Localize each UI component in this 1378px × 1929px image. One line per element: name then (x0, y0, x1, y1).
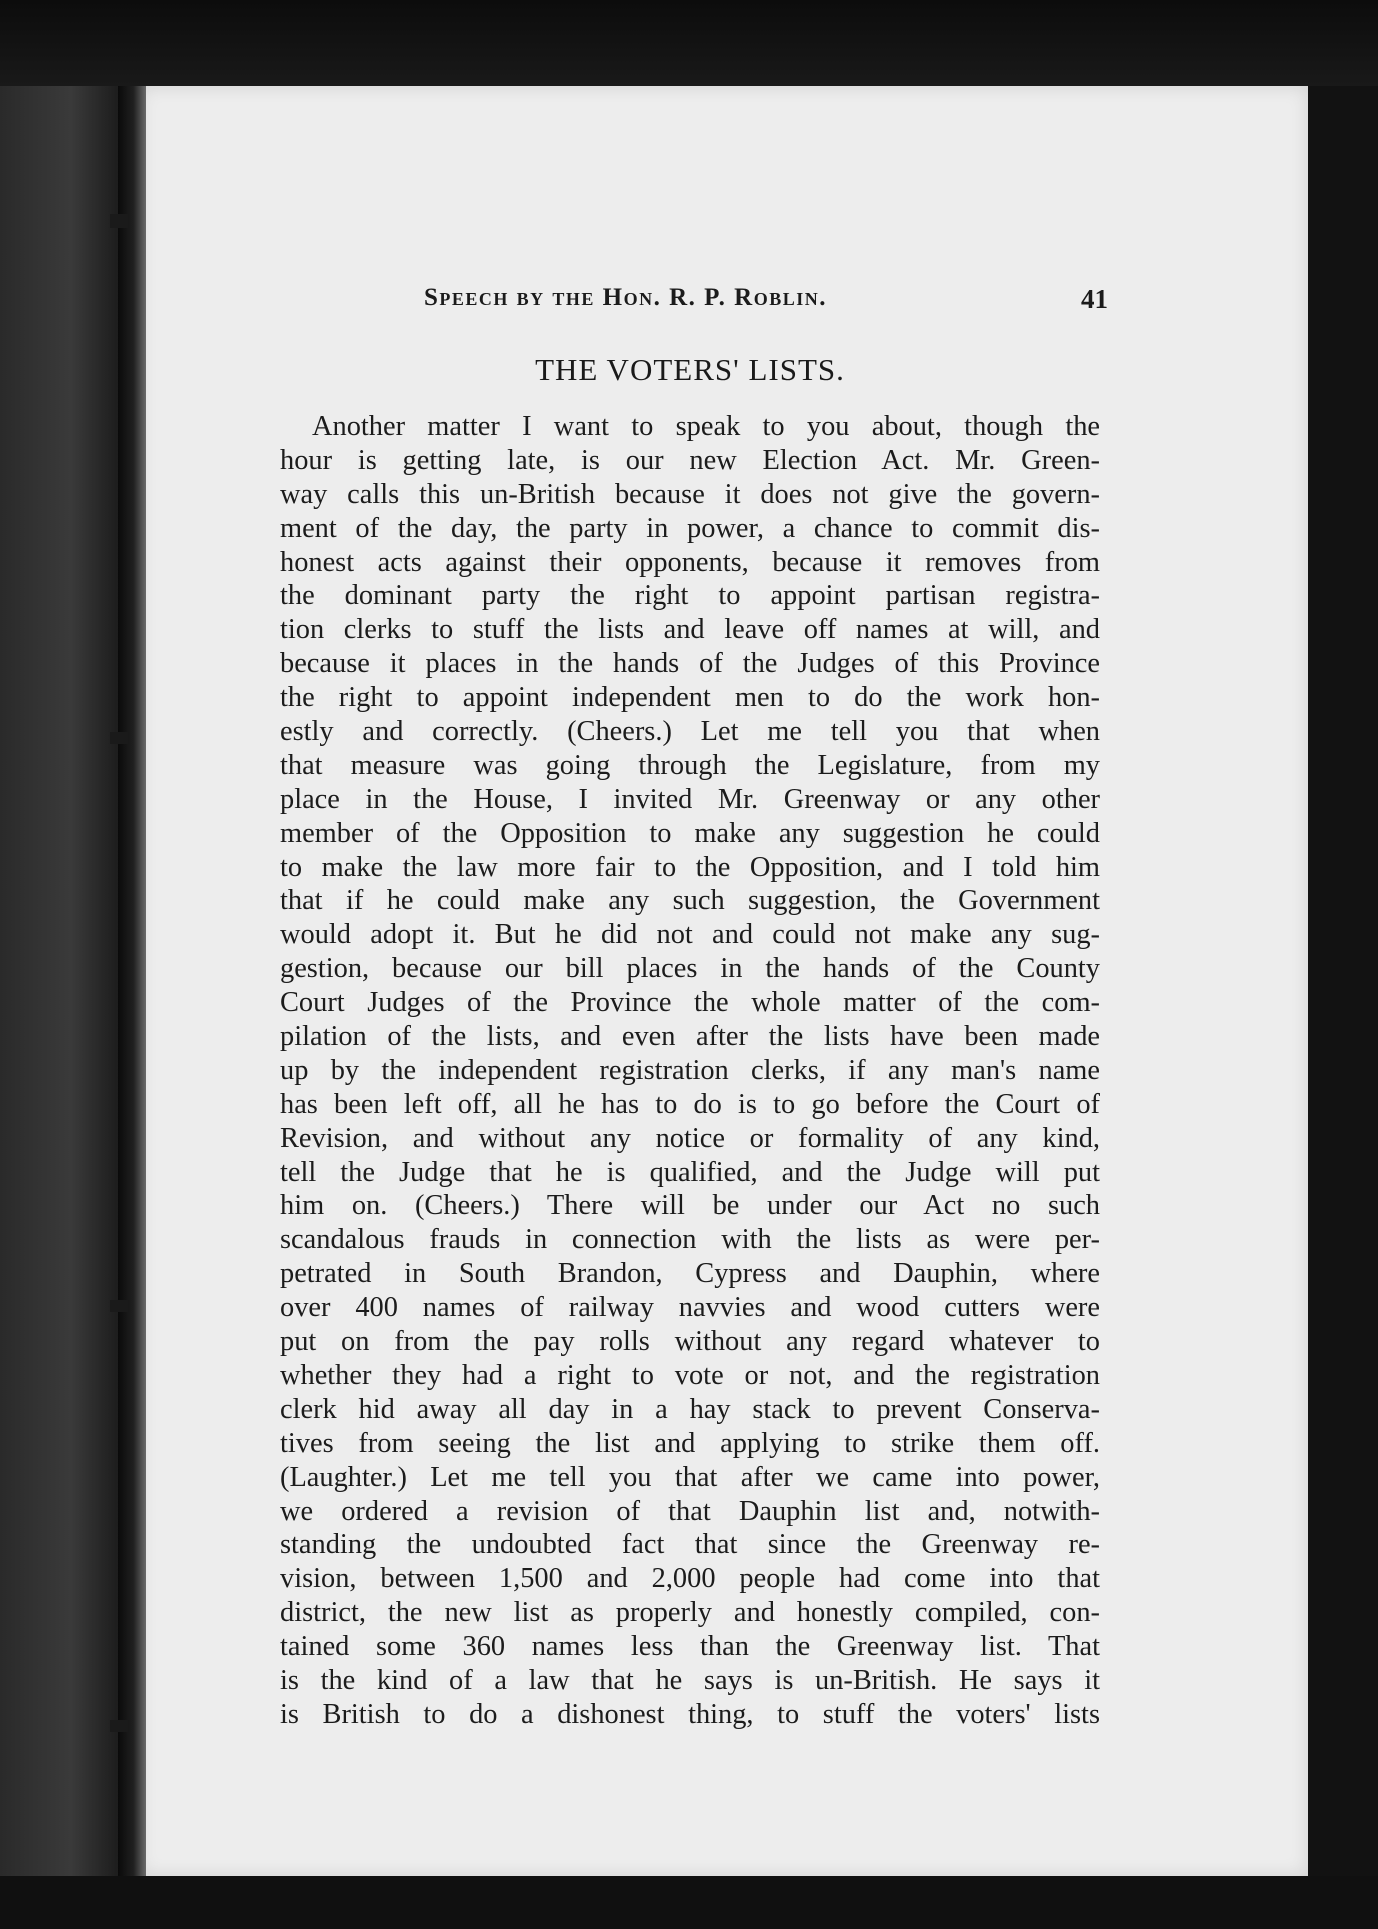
text-line: petrated in South Brandon, Cypress and Dauphin, where (280, 1258, 1100, 1290)
text-line: the dominant party the right to appoint partisan registra- (280, 580, 1100, 612)
text-line: tained some 360 names less than the Greenway list. That (280, 1631, 1100, 1663)
body-paragraph (280, 410, 1100, 1732)
facing-page-edge (0, 86, 118, 1886)
text-line: Revision, and without any notice or formality of any kind, (280, 1122, 1100, 1154)
text-line: place in the House, I invited Mr. Greenway or any other (280, 783, 1100, 815)
running-head-title: Speech by the Hon. R. P. Roblin. (424, 284, 827, 311)
binding-mark (110, 214, 128, 228)
text-line: Another matter I want to speak to you about, though the (312, 411, 1100, 442)
text-line: estly and correctly. (Cheers.) Let me tell you that when (280, 716, 1100, 748)
text-line: put on from the pay rolls without any regard whatever to (280, 1326, 1100, 1358)
book-spine (118, 86, 146, 1876)
text-line: clerk hid away all day in a hay stack to prevent Conserva- (280, 1393, 1100, 1425)
text-line: Court Judges of the Province the whole matter of the com- (280, 987, 1100, 1019)
text-line: ment of the day, the party in power, a chance to commit dis- (280, 512, 1100, 544)
text-line: over 400 names of railway navvies and wood cutters were (280, 1292, 1100, 1324)
page-number: 41 (1081, 284, 1108, 314)
text-line: (Laughter.) Let me tell you that after we came into power, (280, 1461, 1100, 1493)
text-line: to make the law more fair to the Opposition, and I told him (280, 851, 1100, 883)
text-line: him on. (Cheers.) There will be under our Act no such (280, 1190, 1100, 1222)
text-line: district, the new list as properly and honestly compiled, con- (280, 1597, 1100, 1629)
scan-top-border (0, 0, 1378, 92)
binding-mark (110, 732, 128, 744)
scan-right-border (1308, 86, 1378, 1876)
text-line: is British to do a dishonest thing, to stuff the voters' lists (280, 1698, 1100, 1730)
text-line: is the kind of a law that he says is un-British. He says it (280, 1664, 1100, 1696)
text-line: we ordered a revision of that Dauphin list and, notwith- (280, 1495, 1100, 1527)
text-line: tives from seeing the list and applying to strike them off. (280, 1427, 1100, 1459)
text-line: the right to appoint independent men to do the work hon- (280, 682, 1100, 714)
text-line: whether they had a right to vote or not, and the registration (280, 1359, 1100, 1391)
binding-mark (110, 1300, 128, 1312)
running-head (424, 284, 1108, 324)
text-line: pilation of the lists, and even after the lists have been made (280, 1021, 1100, 1053)
section-heading: THE VOTERS' LISTS. (535, 352, 845, 387)
scan-bottom-border (0, 1876, 1378, 1929)
text-line: that measure was going through the Legislature, from my (280, 749, 1100, 781)
text-line: because it places in the hands of the Judges of this Province (280, 648, 1100, 680)
text-line: that if he could make any such suggestion, the Government (280, 885, 1100, 917)
text-line: way calls this un-British because it does not give the govern- (280, 478, 1100, 510)
text-line: hour is getting late, is our new Election Act. Mr. Green- (280, 444, 1100, 476)
text-line: tell the Judge that he is qualified, and the Judge will put (280, 1156, 1100, 1188)
text-line: standing the undoubted fact that since the Greenway re- (280, 1529, 1100, 1561)
text-line: gestion, because our bill places in the hands of the County (280, 953, 1100, 985)
text-line: honest acts against their opponents, because it removes from (280, 546, 1100, 578)
text-line: has been left off, all he has to do is to go before the Court of (280, 1088, 1100, 1120)
text-line: scandalous frauds in connection with the lists as were per- (280, 1224, 1100, 1256)
text-line: vision, between 1,500 and 2,000 people had come into that (280, 1563, 1100, 1595)
binding-mark (110, 1720, 128, 1732)
text-line: member of the Opposition to make any suggestion he could (280, 817, 1100, 849)
text-line: up by the independent registration clerks, if any man's name (280, 1054, 1100, 1086)
text-line: tion clerks to stuff the lists and leave off names at will, and (280, 614, 1100, 646)
text-line: would adopt it. But he did not and could not make any sug- (280, 919, 1100, 951)
